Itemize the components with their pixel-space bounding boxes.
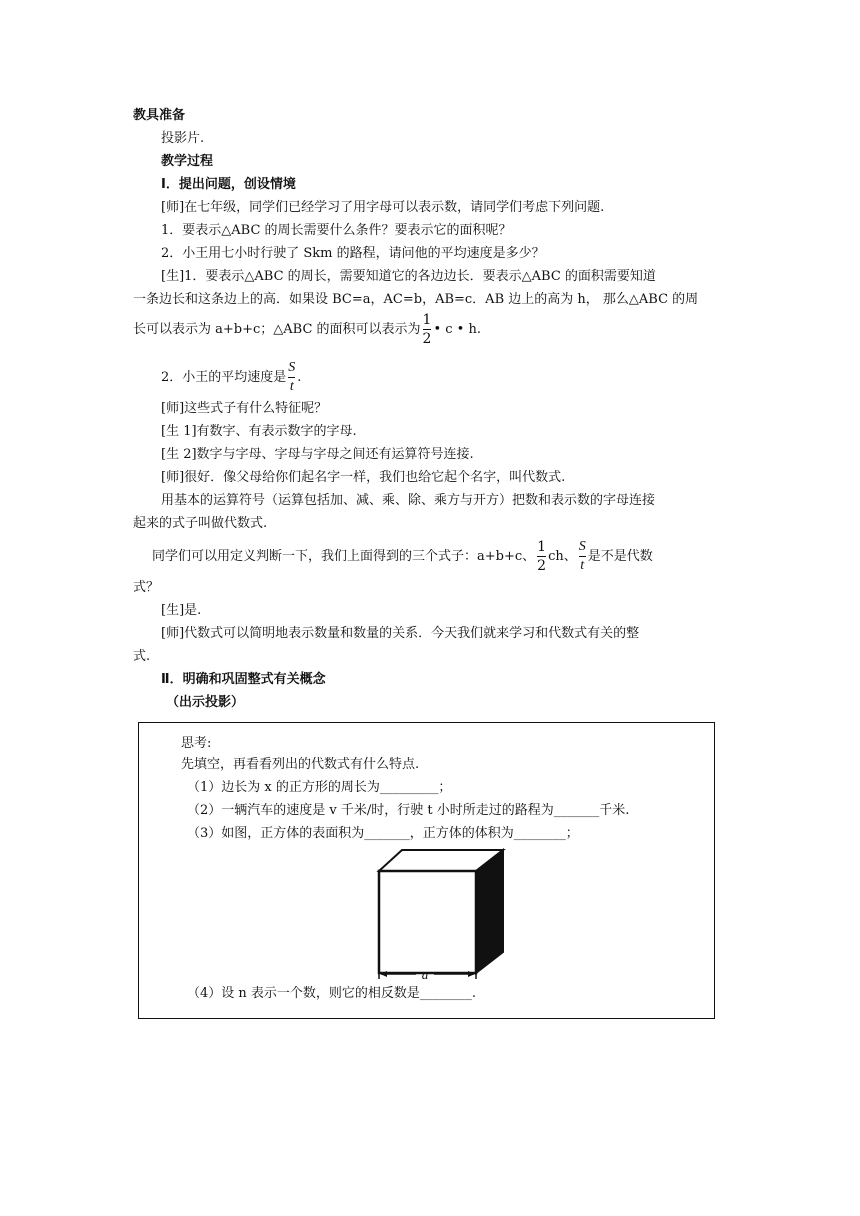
heading-teaching-process: 教学过程 — [161, 154, 214, 169]
paragraph-student-1: [生 1]有数字、有表示数字的字母. — [161, 424, 357, 439]
heading-teaching-tools: 教具准备 — [133, 108, 186, 123]
exercise-1: （1）边长为 x 的正方形的周长为_________； — [187, 780, 452, 795]
paragraph-teacher-summary-line-2: 式. — [133, 649, 151, 664]
fraction-denominator: t — [289, 379, 294, 394]
judge-text-a: 同学们可以用定义判断一下，我们上面得到的三个式子：a+b+c、 — [152, 549, 536, 564]
answer-1-line-3-end: • c • h. — [433, 322, 481, 337]
paragraph-teacher-question: [师]这些式子有什么特征呢？ — [161, 401, 328, 416]
fraction-numerator: S — [288, 360, 296, 375]
cube-dimension-label: a — [421, 967, 429, 982]
paragraph-teacher-summary-line-1: [师]代数式可以简明地表示数量和数量的关系．今天我们就来学习和代数式有关的整 — [161, 626, 640, 641]
question-1: 1．要表示△ABC 的周长需要什么条件？要表示它的面积呢？ — [161, 223, 512, 238]
judge-text-c: 是不是代数 — [587, 549, 653, 564]
answer-1-line-3-text: 长可以表示为 a+b+c；△ABC 的面积可以表示为 — [133, 322, 421, 337]
fraction-s-over-t — [579, 540, 586, 573]
fraction-numerator: 1 — [537, 539, 547, 555]
section-2-title: Ⅱ．明确和巩固整式有关概念 — [161, 672, 326, 687]
cube-side-face — [476, 850, 503, 973]
think-label: 思考: — [181, 736, 212, 751]
fraction-one-half — [537, 540, 546, 573]
fraction-s-over-t — [288, 361, 295, 394]
fraction-denominator: 2 — [422, 331, 432, 347]
fraction-denominator: 2 — [537, 558, 547, 574]
exercise-4: （4）设 n 表示一个数，则它的相反数是________. — [187, 986, 477, 1001]
answer-2 — [161, 361, 301, 394]
judge-text-b: ch、 — [548, 549, 577, 564]
paragraph-student-2: [生 2]数字与字母、字母与字母之间还有运算符号连接. — [161, 447, 474, 462]
exercise-2: （2）一辆汽车的速度是 v 千米/时，行驶 t 小时所走过的路程为_______千米. — [187, 803, 630, 818]
fraction-one-half — [423, 313, 432, 346]
paragraph-teacher-intro: [师]在七年级，同学们已经学习了用字母可以表示数，请同学们考虑下列问题. — [161, 200, 605, 215]
projection-box — [138, 722, 715, 1019]
definition-line-1: 用基本的运算符号（运算包括加、减、乘、除、乘方与开方）把数和表示数的字母连接 — [161, 493, 656, 508]
fraction-numerator: S — [578, 539, 586, 554]
section-1-title: Ⅰ．提出问题，创设情境 — [161, 177, 296, 192]
answer-1-line-2: 一条边长和这条边上的高．如果设 BC=a，AC=b，AB=c．AB 边上的高为 h， 那么△ABC 的周 — [133, 292, 699, 307]
question-2: 2．小王用七小时行驶了 Skm 的路程，请问他的平均速度是多少？ — [161, 246, 545, 261]
fill-in-intro: 先填空，再看看列出的代数式有什么特点. — [181, 757, 420, 772]
answer-2-text: 2．小王的平均速度是 — [161, 370, 287, 385]
cube-front-face — [379, 871, 476, 973]
projection-note: （出示投影） — [166, 695, 245, 710]
definition-line-2: 起来的式子叫做代数式. — [133, 516, 268, 531]
cube-figure — [376, 847, 512, 983]
answer-1-line-1: [生]1．要表示△ABC 的周长，需要知道它的各边边长．要表示△ABC 的面积需要知道 — [161, 269, 656, 284]
judge-line-2: 式？ — [133, 580, 160, 595]
exercise-3: （3）如图，正方体的表面积为_______，正方体的体积为________； — [187, 826, 579, 841]
answer-2-end: . — [297, 370, 302, 385]
answer-1-line-3 — [133, 313, 481, 346]
judge-line-1 — [152, 540, 653, 573]
paragraph-teacher-naming: [师]很好．像父母给你们起名字一样，我们也给它起个名字，叫代数式. — [161, 470, 566, 485]
paragraph-student-yes: [生]是. — [161, 603, 202, 618]
fraction-denominator: t — [580, 558, 585, 573]
teaching-tools-text: 投影片. — [161, 131, 205, 146]
fraction-numerator: 1 — [422, 312, 432, 328]
